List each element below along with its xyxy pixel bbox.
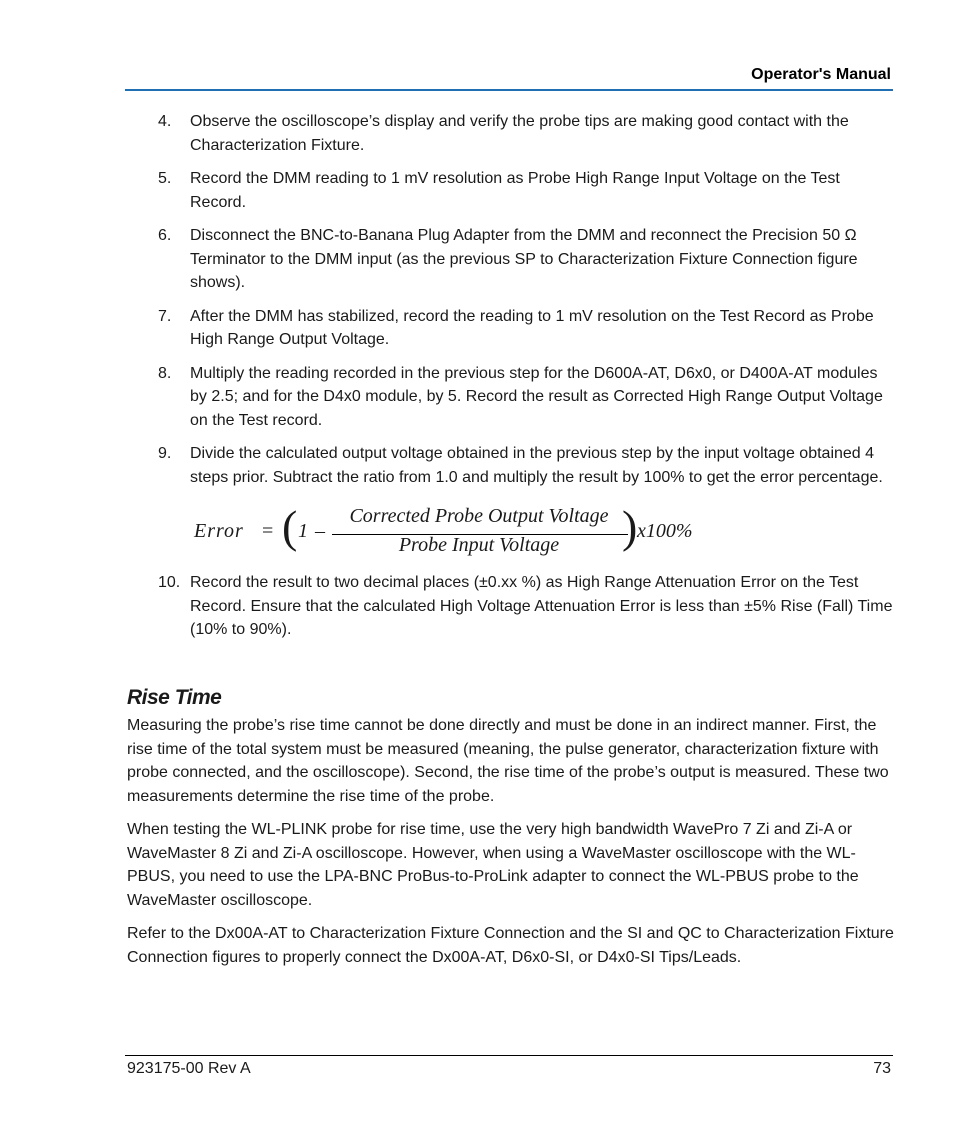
formula-denominator: Probe Input Voltage: [398, 534, 560, 556]
section-heading-rise-time: Rise Time: [127, 686, 222, 709]
formula-minus: –: [315, 520, 325, 542]
paragraph: Measuring the probe’s rise time cannot be done directly and must be done in an indirect manner. First, the rise time of the total system must be measured (meaning, the pulse generator, characterization fixture with probe connected, and the oscilloscope). Second, the rise time of the probe’s output is measured. These two measurements determine the rise time of the probe.: [127, 717, 889, 805]
header-rule: [125, 89, 893, 91]
step-text: Disconnect the BNC-to-Banana Plug Adapter from the DMM and reconnect the Precision 50 Ω Terminator to the DMM input (as the previous SP to Characterization Fixture Connection figure shows).: [190, 227, 858, 291]
step-4: [158, 110, 898, 157]
step-text: Divide the calculated output voltage obtained in the previous step by the input voltage obtained 4 steps prior. Subtract the ratio from 1.0 and multiply the result by 100% to get the error percentage.: [190, 445, 883, 486]
step-number: 7.: [158, 307, 172, 325]
step-number: 6.: [158, 227, 172, 244]
step-number: 4.: [158, 113, 172, 130]
footer-doc-id: 923175-00 Rev A: [127, 1060, 251, 1077]
left-paren: (: [282, 501, 298, 552]
formula-lhs: Error: [194, 520, 244, 542]
step-text: Record the DMM reading to 1 mV resolution as Probe High Range Input Voltage on the Test Record.: [190, 170, 840, 211]
formula-one: 1: [298, 520, 308, 542]
step-text: Observe the oscilloscope’s display and verify the probe tips are making good contact with the Characterization Fixture.: [190, 113, 849, 154]
formula-multiplier: x100%: [637, 520, 693, 542]
step-number: 10.: [158, 574, 181, 591]
step-10: [158, 571, 898, 642]
step-number: 8.: [158, 364, 172, 382]
paragraph: When testing the WL-PLINK probe for rise time, use the very high bandwidth WavePro 7 Zi and Zi-A or WaveMaster 8 Zi and Zi-A oscilloscope. However, when using a WaveMaster oscilloscope with the WL-PBUS, you need to use the LPA-BNC ProBus-to-ProLink adapter to connect the WL-PBUS probe to the WaveMaster oscilloscope.: [127, 821, 859, 909]
footer-page-number: 73: [873, 1060, 891, 1077]
step-9: [158, 442, 898, 489]
step-text: Record the result to two decimal places (±0.xx %) as High Range Attenuation Error on the Test Record. Ensure that the calculated High Voltage Attenuation Error is less than ±5% Rise (Fall) Time (10% to 90%).: [190, 574, 893, 638]
step-text: Multiply the reading recorded in the previous step for the D600A-AT, D6x0, or D400A-AT modules by 2.5; and for the D4x0 module, by 5. Record the result as Corrected High Range Output Voltage on the Test record.: [190, 364, 883, 429]
step-number: 5.: [158, 170, 172, 187]
paragraph: Refer to the Dx00A-AT to Characterization Fixture Connection and the SI and QC to Characterization Fixture Connection figures to properly connect the Dx00A-AT, D6x0-SI, or D4x0-SI Tips/Leads.: [127, 925, 894, 966]
step-text: After the DMM has stabilized, record the reading to 1 mV resolution on the Test Record as Probe High Range Output Voltage.: [190, 307, 874, 348]
step-7: [158, 305, 898, 352]
step-5: [158, 167, 898, 214]
step-6: [158, 224, 898, 295]
formula-numerator: Corrected Probe Output Voltage: [349, 505, 609, 527]
error-formula: [158, 501, 898, 563]
right-paren: ): [622, 501, 638, 552]
footer-rule: [125, 1055, 893, 1056]
procedure-steps: [158, 110, 898, 652]
rise-time-body: [127, 714, 895, 979]
step-8: [158, 362, 898, 433]
step-number: 9.: [158, 445, 172, 462]
formula-equals: =: [262, 520, 274, 542]
page-header-title: Operator's Manual: [751, 66, 891, 83]
